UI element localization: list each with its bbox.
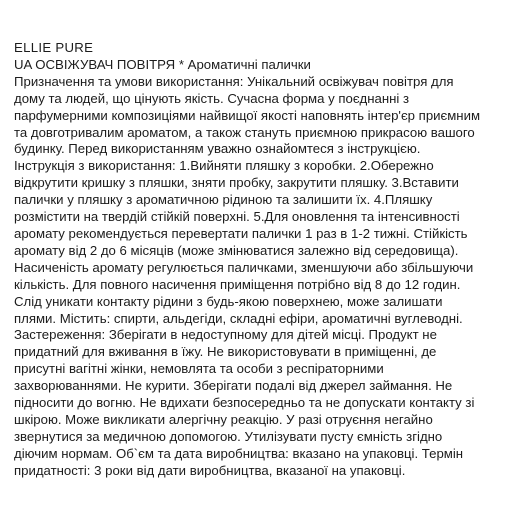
instructions-line: розмістити на твердій стійкій поверхні. 5.Для оновлення та інтенсивності xyxy=(14,209,460,225)
description-line: та довготривалим ароматом, а також стануть приємною прикрасою вашого xyxy=(14,124,475,140)
warnings-line: Застереження: Зберігати в недоступному для дітей місці. Продукт не xyxy=(14,327,437,343)
brand-name: ELLIE PURE xyxy=(14,40,94,55)
ingredients-line: плями. Містить: спирти, альдегіди, складні ефіри, ароматичні вуглеводні. xyxy=(14,310,463,326)
instructions-line: відкрутити кришку з пляшки, зняти пробку, закрутити пляшку. 3.Вставити xyxy=(14,175,459,191)
warnings-line: придатний для вживання в їжу. Не використовувати в приміщенні, де xyxy=(14,344,437,360)
warnings-line: присутні вагітні жінки, немовлята та особи з респіраторними xyxy=(14,361,384,377)
instructions-line: аромату рекомендується перевертати палички 1 раз в 1-2 тижні. Стійкість xyxy=(14,225,468,241)
instructions-line: кількість. Для повного насичення приміщення потрібно від 8 до 12 годин. xyxy=(14,276,461,292)
description-line: Призначення та умови використання: Унікальний освіжувач повітря для xyxy=(14,73,454,89)
description-line: парфумерними композиціями найвищої якості наповнять інтер'єр приємним xyxy=(14,107,481,123)
product-title-line: UA ОСВІЖУВАЧ ПОВІТРЯ * Ароматичні палички xyxy=(14,56,311,72)
instructions-line: Слід уникати контакту рідини з будь-якою поверхнею, може залишати xyxy=(14,293,443,309)
instructions-line: палички у пляшку з ароматичною рідиною та залишити їх. 4.Пляшку xyxy=(14,192,433,208)
instructions-line: Інструкція з використання: 1.Вийняти пляшку з коробки. 2.Обережно xyxy=(14,158,434,174)
volume-date-line: діючим нормам. Об`єм та дата виробництва: вказано на упаковці. Термін xyxy=(14,445,464,461)
warnings-line: шкірою. Може викликати алергічну реакцію. У разі отруєння негайно xyxy=(14,411,433,427)
warnings-line: підносити до вогню. Не вдихати безпосередньо та не допускати контакту зі xyxy=(14,395,475,411)
description-line: дому та людей, що цінують якість. Сучасна форма у поєднанні з xyxy=(14,90,410,106)
warnings-line: звернутися за медичною допомогою. Утилізувати пусту ємність згідно xyxy=(14,428,443,444)
description-line: будинку. Перед використанням уважно ознайомтеся з інструкцією. xyxy=(14,141,421,157)
warnings-line: захворюваннями. Не курити. Зберігати подалі від джерел займання. Не xyxy=(14,378,453,394)
instructions-line: Насиченість аромату регулюється паличками, зменшуючи або збільшуючи xyxy=(14,259,474,275)
shelf-life-line: придатності: 3 роки від дати виробництва, вказаної на упаковці. xyxy=(14,462,406,478)
instructions-line: аромату від 2 до 6 місяців (може змінюватися залежно від середовища). xyxy=(14,242,459,258)
